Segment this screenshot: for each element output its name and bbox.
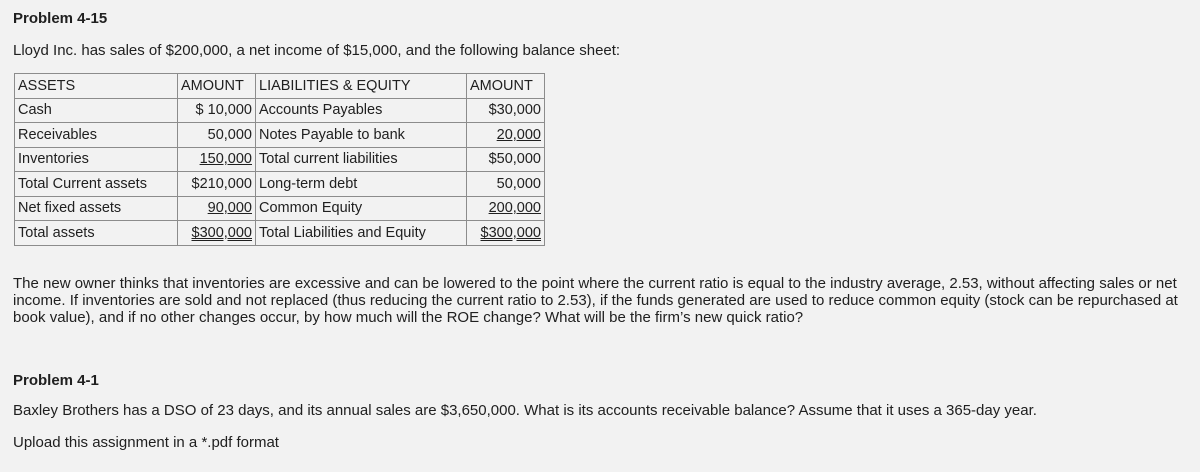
asset-label: Net fixed assets — [15, 196, 178, 221]
asset-amount: 50,000 — [178, 123, 256, 148]
asset-label: Inventories — [15, 147, 178, 172]
liability-amount: $30,000 — [467, 98, 545, 123]
liability-label: Total Liabilities and Equity — [256, 221, 467, 246]
table-row — [15, 98, 545, 123]
table-row — [15, 172, 545, 197]
asset-amount: 150,000 — [199, 151, 252, 168]
asset-amount: $ 10,000 — [178, 98, 256, 123]
table-row — [15, 123, 545, 148]
liability-amount: $50,000 — [467, 147, 545, 172]
liability-label: Common Equity — [256, 196, 467, 221]
liability-amount: $300,000 — [480, 224, 541, 241]
asset-label: Receivables — [15, 123, 178, 148]
problem-4-15-intro: Lloyd Inc. has sales of $200,000, a net income of $15,000, and the following balance sheet: — [13, 42, 621, 59]
problem-4-1-text: Baxley Brothers has a DSO of 23 days, and its annual sales are $3,650,000. What is its accounts receivable balance? Assume that it uses a 365-day year. — [13, 402, 1037, 419]
header-assets: ASSETS — [15, 74, 178, 99]
problem-4-15-title: Problem 4-15 — [13, 10, 108, 27]
problem-4-15-question: The new owner thinks that inventories are excessive and can be lowered to the point where the current ratio is equal to the industry average, 2.53, without affecting sales or net income. If inventories are sold and not replaced (thus reducing the current ratio to 2.53), if the funds generated are used to reduce common equity (stock can be repurchased at book value), and if no other changes occur, by how much will the ROE change? What will be the firm’s new quick ratio? — [13, 275, 1178, 326]
header-asset-amount: AMOUNT — [178, 74, 256, 99]
asset-amount: 90,000 — [207, 200, 252, 217]
table-header-row — [15, 74, 545, 99]
table-row — [15, 221, 545, 246]
asset-label: Total Current assets — [15, 172, 178, 197]
asset-amount: $300,000 — [191, 224, 252, 241]
balance-sheet-table — [14, 73, 545, 246]
asset-label: Total assets — [15, 221, 178, 246]
header-liability-amount: AMOUNT — [467, 74, 545, 99]
liability-label: Notes Payable to bank — [256, 123, 467, 148]
header-liabilities-equity: LIABILITIES & EQUITY — [256, 74, 467, 99]
table-row — [15, 196, 545, 221]
asset-label: Cash — [15, 98, 178, 123]
liability-label: Total current liabilities — [256, 147, 467, 172]
problem-4-1-title: Problem 4-1 — [13, 372, 99, 389]
liability-amount: 50,000 — [467, 172, 545, 197]
liability-amount: 20,000 — [496, 126, 541, 143]
upload-note: Upload this assignment in a *.pdf format — [13, 434, 279, 451]
liability-amount: 200,000 — [488, 200, 541, 217]
liability-label: Accounts Payables — [256, 98, 467, 123]
table-row — [15, 147, 545, 172]
asset-amount: $210,000 — [178, 172, 256, 197]
liability-label: Long-term debt — [256, 172, 467, 197]
